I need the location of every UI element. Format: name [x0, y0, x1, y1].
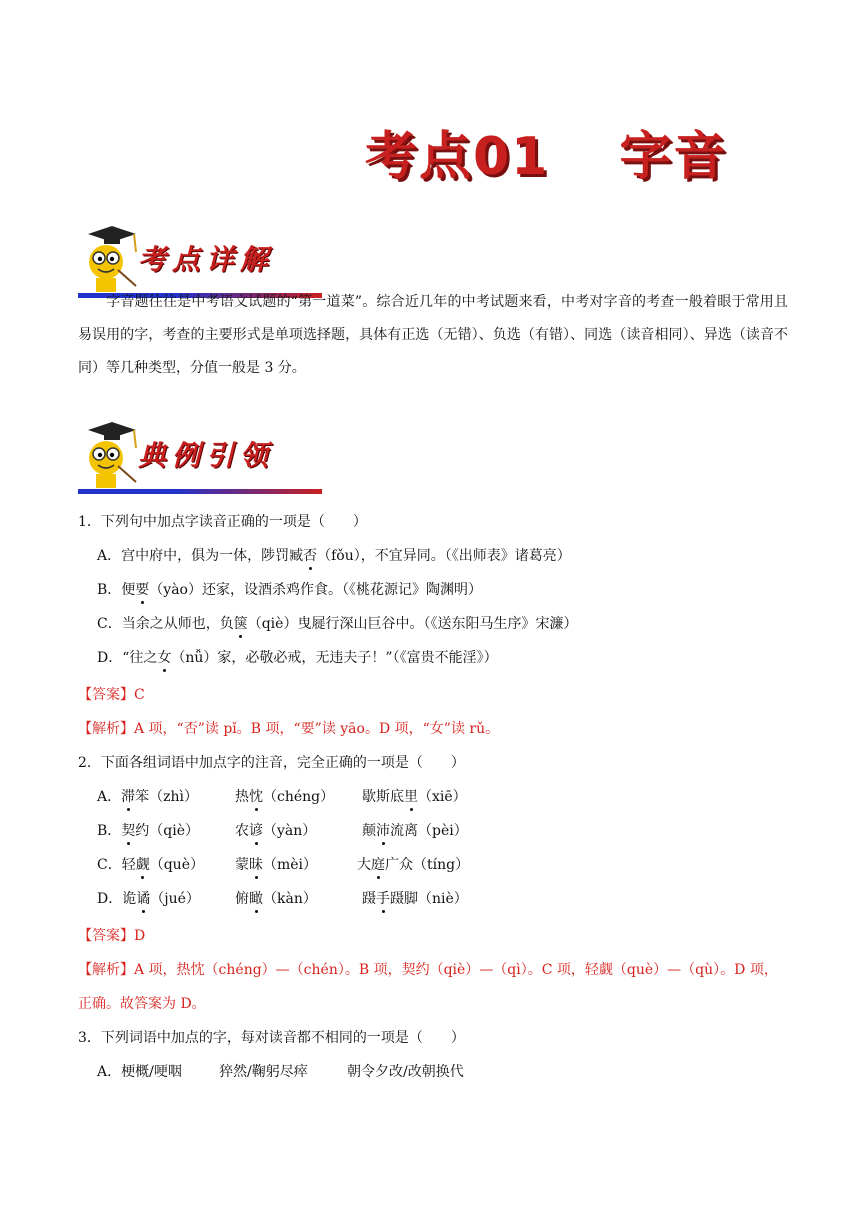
banner-detail-text: 考点详解 [138, 243, 275, 276]
q2-option-b: B．契约（qiè） 农谚（yàn） 颠沛流离（pèi） [97, 823, 468, 839]
q1-option-c: C．当余之从师也，负箧（qiè）曳屣行深山巨谷中。（《送东阳马生序》宋濂） [97, 616, 578, 632]
section-banner-example [78, 422, 322, 494]
q2-analysis-line1: 【解析】A 项，热忱（chéng）—（chén）。B 项，契约（qiè）—（qì）。C 项，轻觑（què）—（qù）。D 项， [78, 962, 778, 978]
q1-stem: 1．下列句中加点字读音正确的一项是（ ） [78, 514, 367, 530]
q2-option-a: A．滞笨（zhì） 热忱（chéng） 歇斯底里（xiē） [97, 789, 467, 805]
title-part1: 考点01 [365, 127, 550, 187]
page-title [365, 122, 745, 192]
intro-paragraph [78, 286, 788, 385]
q1-analysis: 【解析】A 项，“否”读 pǐ。B 项，“要”读 yāo。D 项，“女”读 rǔ。 [78, 721, 500, 737]
q1-option-b: B．便要（yào）还家，设酒杀鸡作食。（《桃花源记》陶渊明） [97, 582, 482, 598]
q3-option-a: A．梗概/哽咽 猝然/鞠躬尽瘁 朝令夕改/改朝换代 [97, 1064, 464, 1080]
graduate-mascot-icon [78, 422, 140, 492]
q2-answer: 【答案】D [78, 928, 146, 944]
q2-option-d: D．诡谲（jué） 俯瞰（kàn） 蹑手蹑脚（niè） [97, 891, 468, 907]
q1-option-d: D．“往之女（nǚ）家，必敬必戒，无违夫子！”（《富贵不能淫》） [97, 650, 498, 666]
q2-analysis-line2: 正确。故答案为 D。 [78, 996, 206, 1012]
q3-stem: 3．下列词语中加点的字，每对读音都不相同的一项是（ ） [78, 1030, 465, 1046]
q1-answer: 【答案】C [78, 687, 145, 703]
banner-example-text: 典例引领 [138, 439, 275, 472]
q1-option-a: A．宫中府中，俱为一体，陟罚臧否（fǒu），不宜异同。（《出师表》诸葛亮） [97, 548, 571, 564]
q2-option-c: C．轻觑（què） 蒙昧（mèi） 大庭广众（tíng） [97, 857, 470, 873]
title-part2: 字音 [619, 127, 728, 187]
banner-underline [78, 489, 322, 494]
q2-stem: 2．下面各组词语中加点字的注音，完全正确的一项是（ ） [78, 755, 465, 771]
intro-text: 字音题往往是中考语文试题的“第一道菜”。综合近几年的中考试题来看，中考对字音的考查一般着眼于常用且易误用的字，考查的主要形式是单项选择题，具体有正选（无错）、负选（有错）、同选（读音相同）、异选（读音不同）等几种类型，分值一般是 3 分。 [78, 294, 788, 376]
